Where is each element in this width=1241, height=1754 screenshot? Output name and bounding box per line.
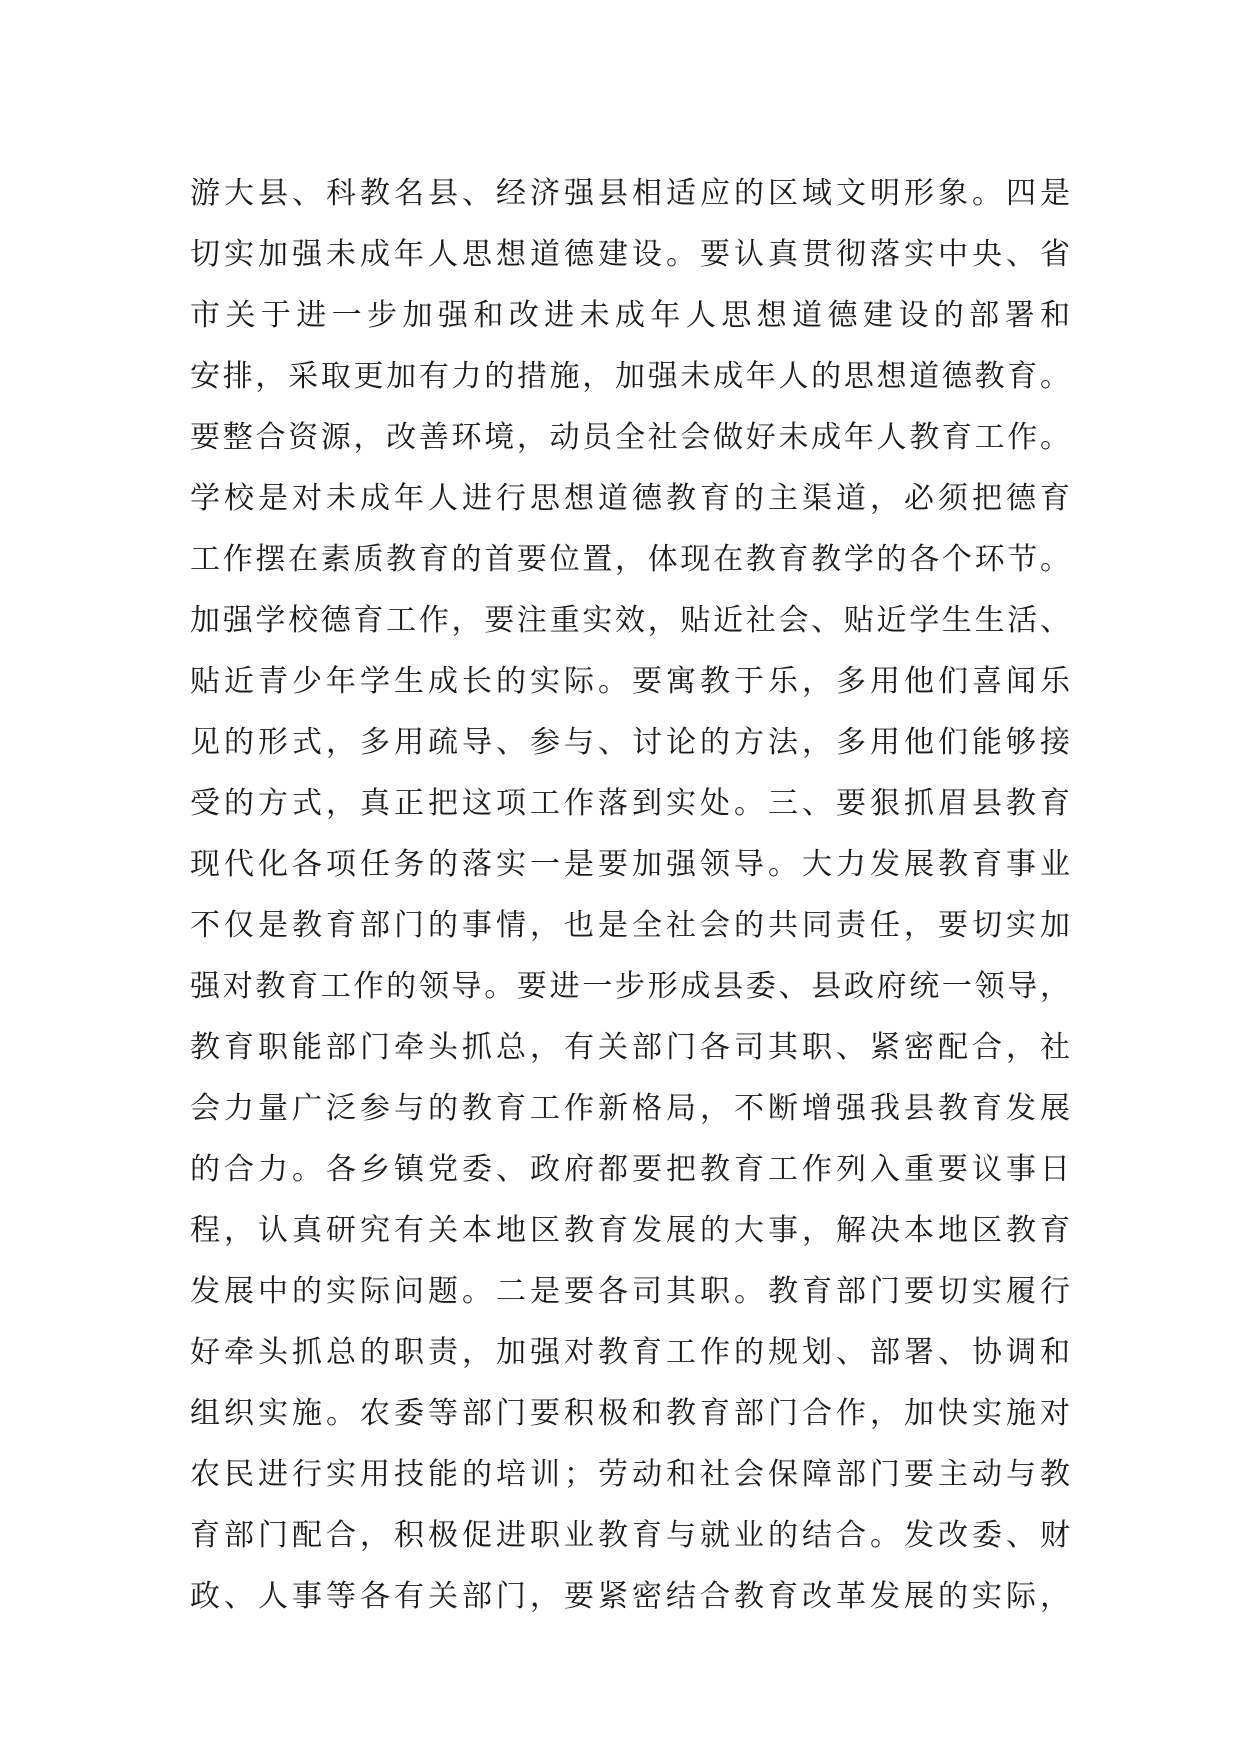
text-line: 工作摆在素质教育的首要位置，体现在教育教学的各个环节。 xyxy=(190,542,1070,577)
text-line: 教育职能部门牵头抓总，有关部门各司其职、紧密配合，社 xyxy=(190,1030,1070,1065)
text-line: 现代化各项任务的落实一是要加强领导。大力发展教育事业 xyxy=(190,847,1070,882)
text-line: 程，认真研究有关本地区教育发展的大事，解决本地区教育 xyxy=(190,1213,1070,1248)
text-line: 发展中的实际问题。二是要各司其职。教育部门要切实履行 xyxy=(190,1274,1070,1309)
text-line: 的合力。各乡镇党委、政府都要把教育工作列入重要议事日 xyxy=(190,1152,1070,1187)
text-line: 见的形式，多用疏导、参与、讨论的方法，多用他们能够接 xyxy=(190,725,1070,760)
text-line: 农民进行实用技能的培训；劳动和社会保障部门要主动与教 xyxy=(190,1457,1070,1492)
text-line: 要整合资源，改善环境，动员全社会做好未成年人教育工作。 xyxy=(190,420,1070,455)
text-line: 强对教育工作的领导。要进一步形成县委、县政府统一领导， xyxy=(190,969,1070,1004)
text-line: 安排，采取更加有力的措施，加强未成年人的思想道德教育。 xyxy=(190,359,1070,394)
text-line: 受的方式，真正把这项工作落到实处。三、要狠抓眉县教育 xyxy=(190,786,1070,821)
body-text xyxy=(190,163,1070,1627)
text-line: 切实加强未成年人思想道德建设。要认真贯彻落实中央、省 xyxy=(190,237,1070,272)
text-line: 会力量广泛参与的教育工作新格局，不断增强我县教育发展 xyxy=(190,1091,1070,1126)
text-line: 好牵头抓总的职责，加强对教育工作的规划、部署、协调和 xyxy=(190,1335,1070,1370)
text-line: 市关于进一步加强和改进未成年人思想道德建设的部署和 xyxy=(190,298,1070,333)
text-line: 游大县、科教名县、经济强县相适应的区域文明形象。四是 xyxy=(190,176,1070,211)
text-line: 不仅是教育部门的事情，也是全社会的共同责任，要切实加 xyxy=(190,908,1070,943)
text-line: 学校是对未成年人进行思想道德教育的主渠道，必须把德育 xyxy=(190,481,1070,516)
text-line: 组织实施。农委等部门要积极和教育部门合作，加快实施对 xyxy=(190,1396,1070,1431)
text-line: 育部门配合，积极促进职业教育与就业的结合。发改委、财 xyxy=(190,1518,1070,1553)
text-line: 贴近青少年学生成长的实际。要寓教于乐，多用他们喜闻乐 xyxy=(190,664,1070,699)
text-line: 政、人事等各有关部门，要紧密结合教育改革发展的实际， xyxy=(190,1579,1070,1614)
text-line: 加强学校德育工作，要注重实效，贴近社会、贴近学生生活、 xyxy=(190,603,1070,638)
